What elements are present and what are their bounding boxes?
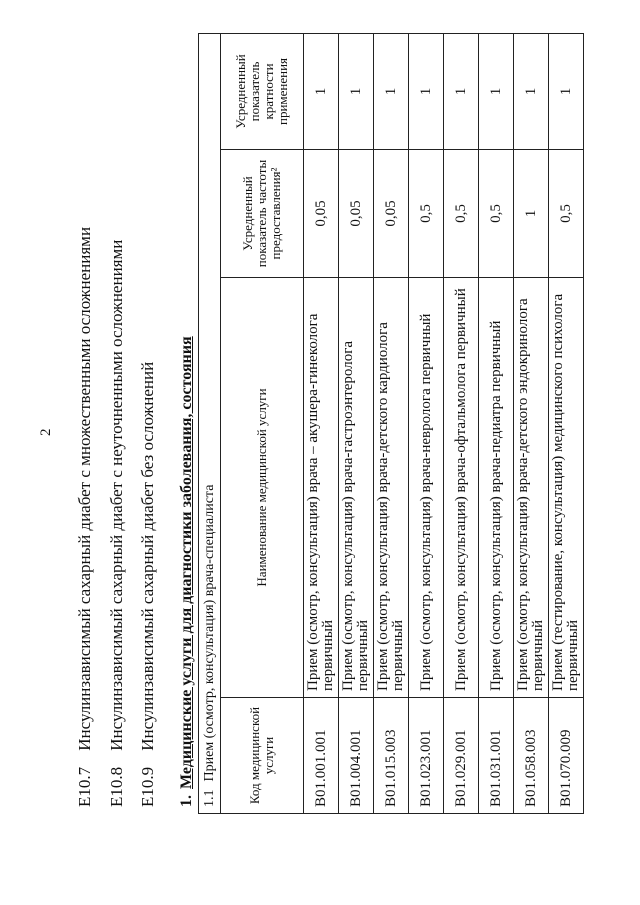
service-name: Прием (осмотр, консультация) врача-педиатра первичный — [479, 278, 514, 698]
diagnosis-description: Инсулинзависимый сахарный диабет с неуточненными осложнениями — [107, 239, 126, 751]
service-frequency: 0,05 — [374, 150, 409, 278]
service-multiplicity: 1 — [374, 33, 409, 149]
subsection-row — [199, 33, 221, 813]
service-name: Прием (осмотр, консультация) врача-офтальмолога первичный — [444, 278, 479, 698]
service-frequency: 0,05 — [339, 150, 374, 278]
section-heading — [178, 336, 196, 807]
service-frequency: 0,5 — [479, 150, 514, 278]
section-title: Медицинские услуги для диагностики заболевания, состояния — [178, 336, 195, 789]
table-row — [444, 33, 479, 813]
service-code: B01.058.003 — [514, 698, 549, 814]
medical-services-table — [198, 33, 584, 814]
service-name: Прием (осмотр, консультация) врача-невролога первичный — [409, 278, 444, 698]
page-number: 2 — [38, 428, 54, 436]
subsection-number: 1.1 — [201, 789, 217, 807]
service-frequency: 0,5 — [444, 150, 479, 278]
header-multiplicity: Усредненный показатель кратности применения — [221, 33, 304, 149]
table-row — [479, 33, 514, 813]
service-frequency: 0,05 — [304, 150, 339, 278]
service-multiplicity: 1 — [479, 33, 514, 149]
diagnosis-code: E10.9 — [138, 766, 157, 807]
service-name: Прием (осмотр, консультация) врача-детского кардиолога первичный — [374, 278, 409, 698]
table-row — [514, 33, 549, 813]
header-code: Код медицинской услуги — [221, 698, 304, 814]
diagnosis-description: Инсулинзависимый сахарный диабет с множественными осложнениями — [75, 226, 94, 751]
header-frequency: Усредненный показатель частоты предоставления² — [221, 150, 304, 278]
service-code: B01.004.001 — [339, 698, 374, 814]
service-multiplicity: 1 — [304, 33, 339, 149]
service-multiplicity: 1 — [409, 33, 444, 149]
diagnosis-description: Инсулинзависимый сахарный диабет без осложнений — [138, 361, 157, 751]
service-name: Прием (осмотр, консультация) врача – акушера-гинеколога первичный — [304, 278, 339, 698]
diagnosis-code: E10.8 — [107, 766, 126, 807]
service-frequency: 1 — [514, 150, 549, 278]
service-name: Прием (осмотр, консультация) врача-гастроэнтеролога первичный — [339, 278, 374, 698]
service-multiplicity: 1 — [444, 33, 479, 149]
service-code: B01.001.001 — [304, 698, 339, 814]
subsection-title: Прием (осмотр, консультация) врача-специалиста — [201, 484, 217, 782]
table-row — [374, 33, 409, 813]
service-frequency: 0,5 — [549, 150, 584, 278]
service-multiplicity: 1 — [339, 33, 374, 149]
diagnosis-code-row — [107, 240, 131, 807]
section-number: 1. — [178, 795, 195, 807]
table-row — [409, 33, 444, 813]
diagnosis-code-row — [138, 362, 162, 807]
service-frequency: 0,5 — [409, 150, 444, 278]
service-code: B01.015.003 — [374, 698, 409, 814]
subsection-heading — [199, 33, 221, 813]
table-row — [339, 33, 374, 813]
service-multiplicity: 1 — [514, 33, 549, 149]
service-code: B01.023.001 — [409, 698, 444, 814]
table-row — [304, 33, 339, 813]
service-code: B01.031.001 — [479, 698, 514, 814]
service-multiplicity: 1 — [549, 33, 584, 149]
table-header-row — [221, 33, 304, 813]
diagnosis-code-row — [75, 227, 99, 807]
header-name: Наименование медицинской услуги — [221, 278, 304, 698]
service-code: B01.070.009 — [549, 698, 584, 814]
service-code: B01.029.001 — [444, 698, 479, 814]
diagnosis-code: E10.7 — [75, 766, 94, 807]
service-name: Прием (осмотр, консультация) врача-детского эндокринолога первичный — [514, 278, 549, 698]
service-name: Прием (тестирование, консультация) медицинского психолога первичный — [549, 278, 584, 698]
table-row — [549, 33, 584, 813]
